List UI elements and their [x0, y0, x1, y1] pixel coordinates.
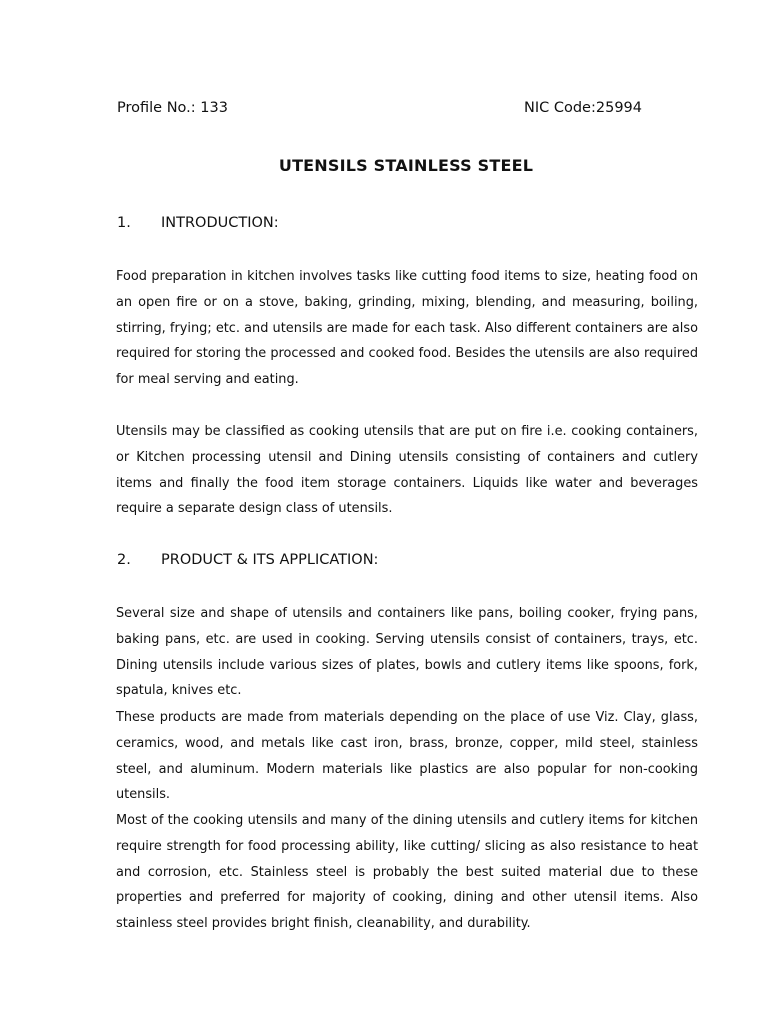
document-title: UTENSILS STAINLESS STEEL — [278, 156, 534, 175]
document-header — [117, 100, 657, 122]
paragraph: These products are made from materials depending on the place of use Viz. Clay, glass, ceramics, wood, and metals like cast iron, brass, bronze, copper, mild steel, stainless steel, and aluminum. Modern materials like plastics are also popular for non-cooking utensils. — [116, 710, 698, 803]
section-number: 2. — [117, 552, 131, 568]
paragraph: Most of the cooking utensils and many of the dining utensils and cutlery items for kitchen require strength for food processing ability, like cutting/ slicing as also resistance to heat and corrosion, etc. Stainless steel is probably the best suited material due to these properties and preferred for majority of cooking, dining and other utensil items. Also stainless steel provides bright finish, cleanability, and durability. — [116, 813, 698, 932]
section-title: PRODUCT & ITS APPLICATION: — [161, 552, 379, 568]
section-heading-product-application — [117, 552, 378, 568]
paragraph: Food preparation in kitchen involves tasks like cutting food items to size, heating food on an open fire or on a stove, baking, grinding, mixing, blending, and measuring, boiling, stirring, frying; etc. and utensils are made for each task. Also different containers are also required for storing the processed and cooked food. Besides the utensils are also required for meal serving and eating. — [116, 269, 698, 388]
paragraph: Several size and shape of utensils and containers like pans, boiling cooker, frying pans, baking pans, etc. are used in cooking. Serving utensils consist of containers, trays, etc. Dining utensils include various sizes of plates, bowls and cutlery items like spoons, fork, spatula, knives etc. — [116, 606, 698, 699]
section-title: INTRODUCTION: — [161, 215, 279, 231]
section-number: 1. — [117, 215, 131, 231]
section-heading-introduction — [117, 215, 279, 231]
profile-number: Profile No.: 133 — [117, 100, 228, 116]
paragraph: Utensils may be classified as cooking utensils that are put on fire i.e. cooking containers, or Kitchen processing utensil and Dining utensils consisting of containers and cutlery items and finally the food item storage containers. Liquids like water and beverages require a separate design class of utensils. — [116, 424, 698, 517]
nic-code: NIC Code:25994 — [524, 100, 642, 116]
